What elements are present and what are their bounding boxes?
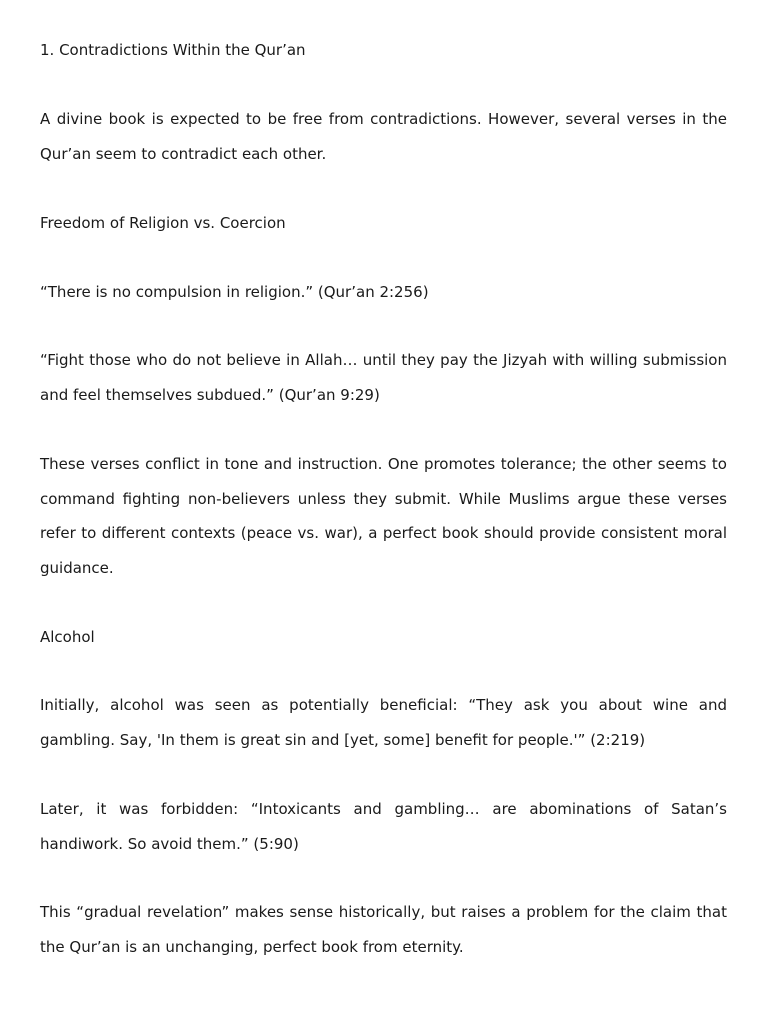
subsection-title-alcohol: Alcohol: [40, 628, 95, 646]
alcohol-later-paragraph: Later, it was forbidden: “Intoxicants and gambling… are abominations of Satan’s handiwork. So avoid them.” (5:90): [40, 800, 727, 853]
intro-paragraph: A divine book is expected to be free from contradictions. However, several verses in the Qur’an seem to contradict each other.: [40, 110, 727, 163]
alcohol-initial-paragraph: Initially, alcohol was seen as potentially beneficial: “They ask you about wine and gambling. Say, 'In them is great sin and [yet, some] benefit for people.'” (2:219): [40, 696, 727, 749]
section-heading: 1. Contradictions Within the Qur’an: [40, 41, 306, 59]
subsection-title-freedom: Freedom of Religion vs. Coercion: [40, 214, 286, 232]
quote-paragraph-2: “Fight those who do not believe in Allah… until they pay the Jizyah with willing submission and feel themselves subdued.” (Qur’an 9:29): [40, 351, 727, 404]
analysis-paragraph-2: This “gradual revelation” makes sense historically, but raises a problem for the claim that the Qur’an is an unchanging, perfect book from eternity.: [40, 903, 727, 956]
analysis-paragraph-1: These verses conflict in tone and instruction. One promotes tolerance; the other seems to command fighting non-believers unless they submit. While Muslims argue these verses refer to different contexts (peace vs. war), a perfect book should provide consistent moral guidance.: [40, 455, 727, 577]
quote-paragraph-1: “There is no compulsion in religion.” (Qur’an 2:256): [40, 283, 429, 301]
